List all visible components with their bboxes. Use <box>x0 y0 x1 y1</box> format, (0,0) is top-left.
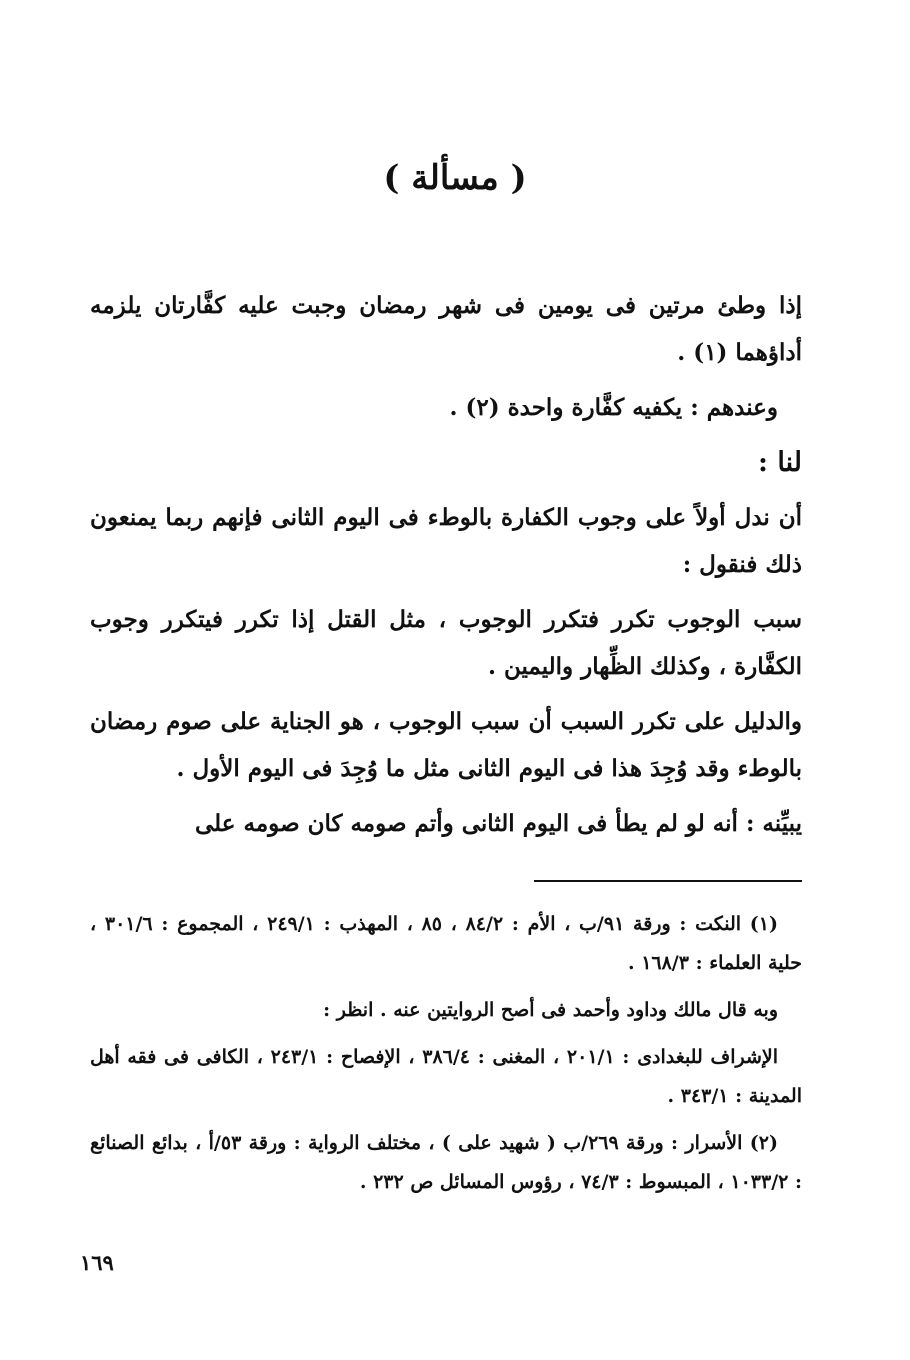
section-heading: لنا : <box>758 447 802 478</box>
main-text <box>90 282 802 855</box>
page-title: ( مسألة ) <box>383 158 527 198</box>
footnote-divider <box>534 880 802 882</box>
footnote-1-continuation: وبه قال مالك وداود وأحمد فى أصح الروايتين عنه . انظر : <box>323 999 778 1021</box>
footnote-1-references: الإشراف للبغدادى : ٢٠١/١ ، المغنى : ٣٨٦/٤ ، الإفصاح : ٢٤٣/١ ، الكافى فى فقه أهل المدينة : ٣٤٣/١ . <box>90 1046 802 1107</box>
footnote-1: (١) النكت : ورقة ٩١/ب ، الأم : ٨٤/٢ ، ٨٥ ، المهذب : ٢٤٩/١ ، المجموع : ٣٠١/٦ ، حلية العلماء : ١٦٨/٣ . <box>90 913 802 974</box>
paragraph-3: أن ندل أولاً على وجوب الكفارة بالوطء فى اليوم الثانى فإنهم ربما يمنعون ذلك فنقول : <box>90 504 802 578</box>
paragraph-1: إذا وطئ مرتين فى يومين فى شهر رمضان وجبت عليه كفَّارتان يلزمه أداؤهما (١) . <box>90 292 802 366</box>
page-number: ١٦٩ <box>80 1250 114 1275</box>
paragraph-5: والدليل على تكرر السبب أن سبب الوجوب ، هو الجناية على صوم رمضان بالوطء وقد وُجِدَ هذا فى اليوم الثانى مثل ما وُجِدَ فى اليوم الأول . <box>90 708 802 782</box>
footnotes <box>90 905 802 1210</box>
footnote-2: (٢) الأسرار : ورقة ٢٦٩/ب ( شهيد على ) ، مختلف الرواية : ورقة ٥٣/أ ، بدائع الصنائع : ١٠٣٣/٢ ، المبسوط : ٧٤/٣ ، رؤوس المسائل ص ٢٣٢ . <box>90 1132 802 1193</box>
paragraph-6: يبيِّنه : أنه لو لم يطأ فى اليوم الثانى وأتم صومه كان صومه على <box>195 810 802 837</box>
paragraph-4: سبب الوجوب تكرر فتكرر الوجوب ، مثل القتل إذا تكرر فيتكرر وجوب الكفَّارة ، وكذلك الظِّهار واليمين . <box>90 606 802 680</box>
paragraph-2: وعندهم : يكفيه كفَّارة واحدة (٢) . <box>449 394 778 421</box>
